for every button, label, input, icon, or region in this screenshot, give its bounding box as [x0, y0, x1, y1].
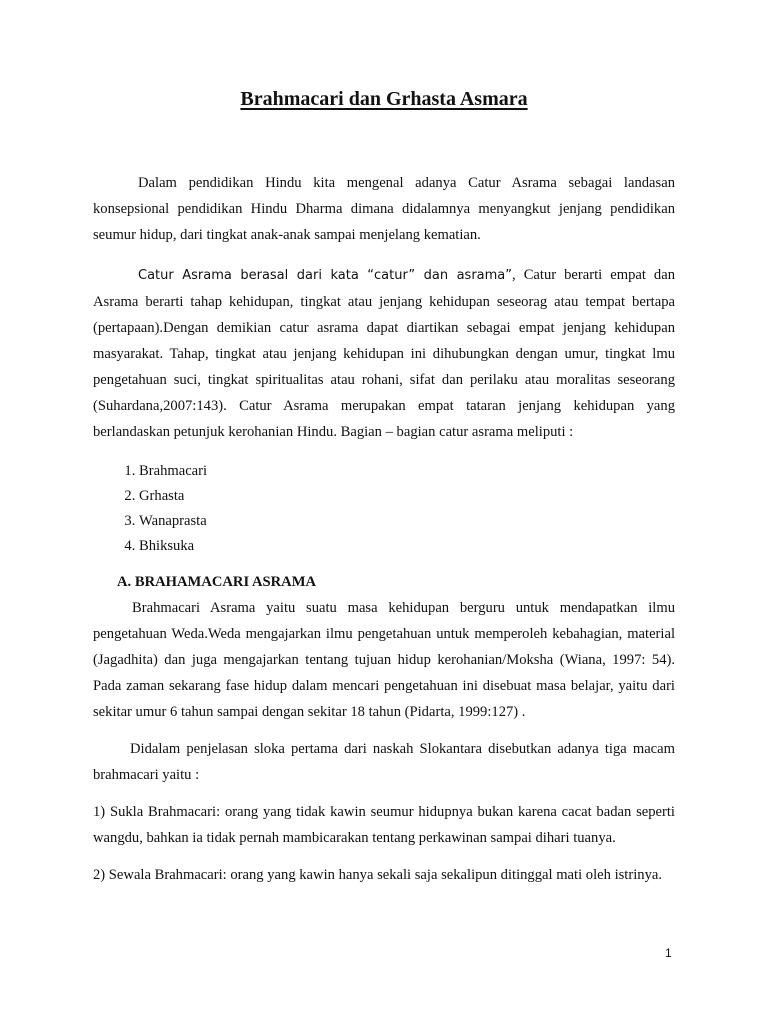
document-title: Brahmacari dan Grhasta Asmara: [240, 88, 528, 110]
page-number: 1: [665, 946, 672, 960]
paragraph-sewala-brahmacari: 2) Sewala Brahmacari: orang yang kawin hanya sekali saja sekalipun ditinggal mati oleh istrinya.: [93, 867, 662, 883]
paragraph-catur-asrama-rest: , Catur berarti empat dan Asrama berarti tahap kehidupan, tingkat atau jenjang kehidupan seseorag atau tempat bertapa (pertapaan).Dengan demikian catur asrama dapat diartikan sebagai empat jenjang kehidupan masyarakat. Tahap, tingkat atau jenjang kehidupan ini dihubungkan dengan umur, tingkat lmu pengetahuan suci, tingkat spiritualitas atau rohani, sifat dan perilaku atau moralitas seseorang (Suhardana,2007:143). Catur Asrama merupakan empat tataran jenjang kehidupan yang berlandaskan petunjuk kerohanian Hindu. Bagian – bagian catur asrama meliputi :: [93, 267, 676, 440]
section-heading-brahmacari: A. BRAHAMACARI ASRAMA: [117, 574, 317, 590]
document-body: [93, 170, 675, 888]
paragraph-catur-asrama: [93, 262, 675, 445]
list-item: 1. Brahmacari: [139, 459, 675, 484]
list-item: 4. Bhiksuka: [139, 534, 675, 559]
paragraph-sukla-brahmacari: 1) Sukla Brahmacari: orang yang tidak kawin seumur hidupnya bukan karena cacat badan seperti wangdu, bahkan ia tidak pernah mambicarakan tentang perkawinan sampai dihari tuanya.: [93, 804, 675, 846]
paragraph-catur-asrama-lead: Catur Asrama berasal dari kata “catur” dan asrama”: [138, 268, 513, 283]
paragraph-slokantara: Didalam penjelasan sloka pertama dari naskah Slokantara disebutkan adanya tiga macam brahmacari yaitu :: [93, 741, 675, 783]
paragraph-intro: Dalam pendidikan Hindu kita mengenal adanya Catur Asrama sebagai landasan konsepsional pendidikan Hindu Dharma dimana didalamnya menyangkut jenjang pendidikan seumur hidup, dari tingkat anak-anak sampai menjelang kematian.: [93, 175, 675, 243]
list-item: 2. Grhasta: [139, 484, 675, 509]
asrama-list: [93, 459, 675, 559]
paragraph-brahmacari-asrama: Brahmacari Asrama yaitu suatu masa kehidupan berguru untuk mendapatkan ilmu pengetahuan Weda.Weda mengajarkan ilmu pengetahuan untuk memperoleh kebahagian, material (Jagadhita) dan juga mengajarkan tentang tujuan hidup kerohanian/Moksha (Wiana, 1997: 54). Pada zaman sekarang fase hidup dalam mencari pengetahuan ini disebuat masa belajar, yaitu dari sekitar umur 6 tahun sampai dengan sekitar 18 tahun (Pidarta, 1999:127) .: [93, 600, 675, 720]
list-item: 3. Wanaprasta: [139, 509, 675, 534]
